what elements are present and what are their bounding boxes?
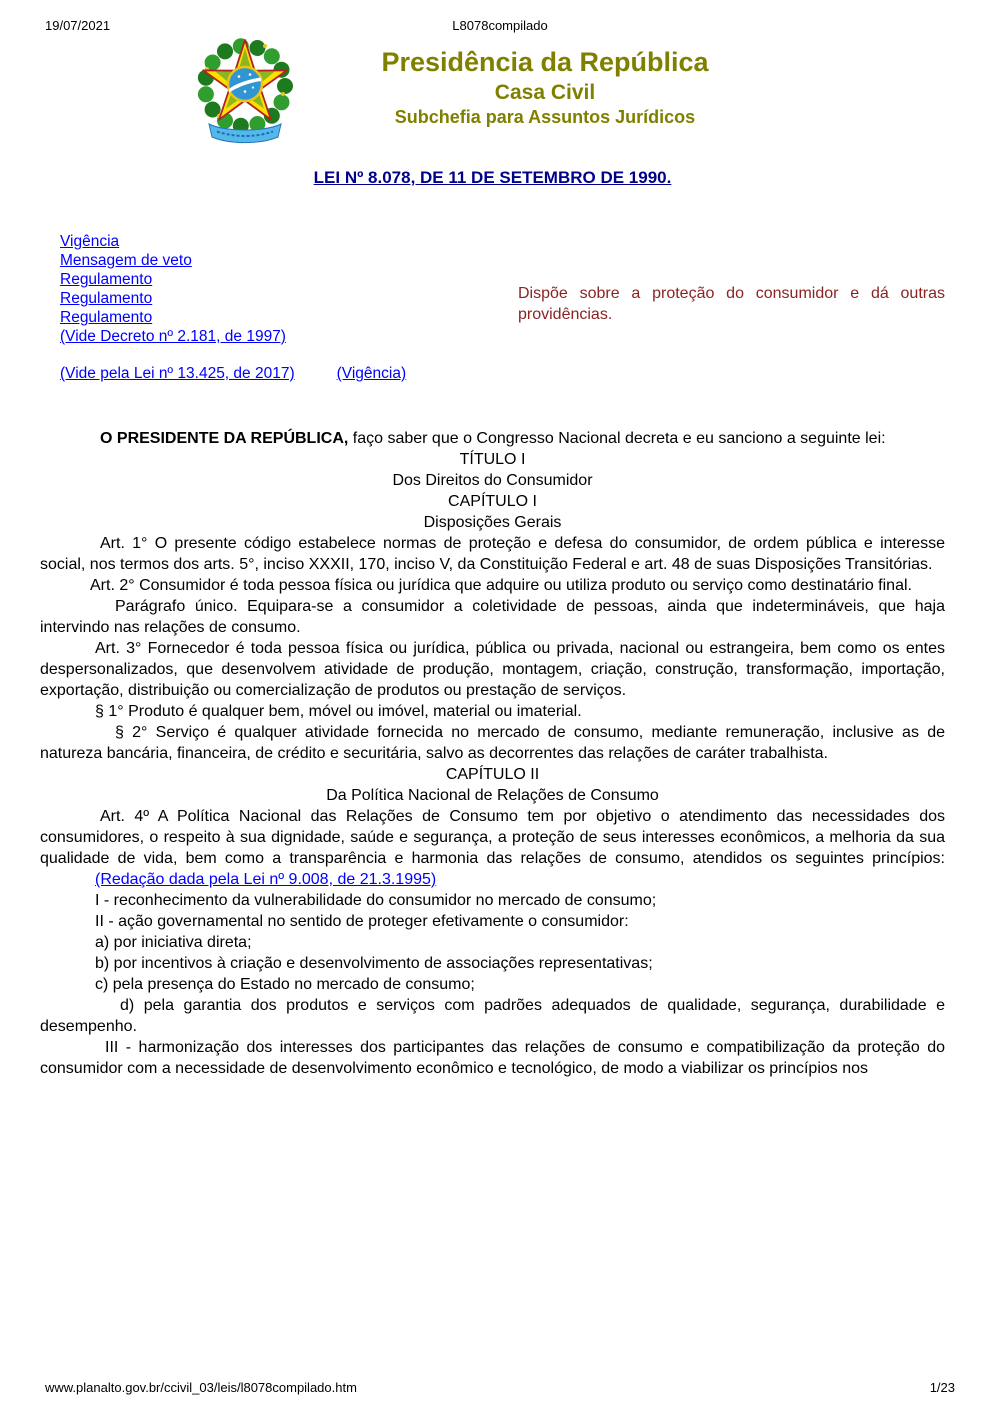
art-3-paragraph: Art. 3° Fornecedor é toda pessoa física ou jurídica, pública ou privada, nacional ou estrangeira, bem como os entes despersonalizados, que desenvolvem atividade de produção, montagem, criação, construção, transformação, importação, exportação, distribuição ou comercialização de produtos ou prestação de serviços. xyxy=(40,640,945,699)
art-4-text: Art. 4º A Política Nacional das Relações de Consumo tem por objetivo o atendimento das necessidades dos consumidores, o respeito à sua dignidade, saúde e segurança, a proteção de seus interesses econômicos, a melhoria da sua qualidade de vida, bem como a transparência e harmonia das relações de consumo, atendidos os seguintes princípios: xyxy=(40,808,945,867)
link-regulamento-1[interactable]: Regulamento xyxy=(60,271,153,288)
titulo-i-label: TÍTULO I xyxy=(459,451,526,468)
subdept-title: Subchefia para Assuntos Jurídicos xyxy=(394,107,696,127)
print-date: 19/07/2021 xyxy=(45,18,111,33)
masthead-titles xyxy=(295,34,795,146)
vide-line xyxy=(40,365,945,383)
item-d-paragraph: d) pela garantia dos produtos e serviços com padrões adequados de qualidade, segurança, durabilidade e desempenho. xyxy=(40,997,945,1035)
link-vide-lei-13425[interactable]: (Vide pela Lei nº 13.425, de 2017) xyxy=(60,365,295,382)
link-redacao-lei-9008[interactable]: (Redação dada pela Lei nº 9.008, de 21.3.1995) xyxy=(95,871,437,888)
item-ii-paragraph: II - ação governamental no sentido de proteger efetivamente o consumidor: xyxy=(95,913,629,930)
link-regulamento-2[interactable]: Regulamento xyxy=(60,290,153,307)
capitulo-i-label: CAPÍTULO I xyxy=(448,493,537,510)
footer-url: www.planalto.gov.br/ccivil_03/leis/l8078compilado.htm xyxy=(45,1380,357,1395)
brazil-coat-of-arms-icon xyxy=(195,34,295,146)
art-4-paragraph xyxy=(40,806,945,890)
item-b-paragraph: b) por incentivos à criação e desenvolvimento de associações representativas; xyxy=(95,955,653,972)
item-a-paragraph: a) por iniciativa direta; xyxy=(95,934,252,951)
link-vigencia[interactable]: Vigência xyxy=(60,233,120,250)
print-doc-name: L8078compilado xyxy=(452,18,548,33)
capitulo-i-heading xyxy=(40,491,945,533)
org-title: Presidência da República xyxy=(381,47,709,77)
law-title-link[interactable]: LEI Nº 8.078, DE 11 DE SETEMBRO DE 1990. xyxy=(313,168,672,187)
item-c-paragraph: c) pela presença do Estado no mercado de consumo; xyxy=(95,976,475,993)
footer-page-number: 1/23 xyxy=(929,1380,955,1395)
item-iii-paragraph: III - harmonização dos interesses dos participantes das relações de consumo e compatibilização da proteção do consumidor com a necessidade de desenvolvimento econômico e tecnológico, de modo a viabilizar os princípios nos xyxy=(40,1039,945,1077)
print-header xyxy=(45,18,955,34)
item-i-paragraph: I - reconhecimento da vulnerabilidade do consumidor no mercado de consumo; xyxy=(95,892,657,909)
preamble-paragraph xyxy=(40,428,945,449)
capitulo-ii-heading xyxy=(40,764,945,806)
masthead xyxy=(195,34,945,146)
link-regulamento-3[interactable]: Regulamento xyxy=(60,309,153,326)
paragrafo-unico: Parágrafo único. Equipara-se a consumidor a coletividade de pessoas, ainda que indetermináveis, que haja intervindo nas relações de consumo. xyxy=(40,598,945,636)
art-1-paragraph: Art. 1° O presente código estabelece normas de proteção e defesa do consumidor, de ordem pública e interesse social, nos termos dos arts. 5°, inciso XXXII, 170, inciso V, da Constituição Federal e art. 48 de suas Disposições Transitórias. xyxy=(40,535,945,573)
titulo-i-heading xyxy=(40,449,945,491)
link-vigencia-2[interactable]: (Vigência) xyxy=(336,365,407,382)
link-vide-decreto[interactable]: (Vide Decreto nº 2.181, de 1997) xyxy=(60,328,286,345)
ementa-text: Dispõe sobre a proteção do consumidor e dá outras providências. xyxy=(518,285,945,323)
titulo-i-subtitle: Dos Direitos do Consumidor xyxy=(392,472,593,489)
law-text xyxy=(40,428,945,1079)
side-links xyxy=(40,232,286,346)
preamble-bold: O PRESIDENTE DA REPÚBLICA, xyxy=(100,430,349,447)
art-2-paragraph: Art. 2° Consumidor é toda pessoa física ou jurídica que adquire ou utiliza produto ou serviço como destinatário final. xyxy=(90,577,912,594)
capitulo-ii-subtitle: Da Política Nacional de Relações de Consumo xyxy=(326,787,659,804)
dept-title: Casa Civil xyxy=(494,80,596,104)
par-1-paragraph: § 1° Produto é qualquer bem, móvel ou imóvel, material ou imaterial. xyxy=(95,703,582,720)
capitulo-ii-label: CAPÍTULO II xyxy=(445,766,540,783)
print-footer xyxy=(45,1380,955,1395)
par-2-paragraph: § 2° Serviço é qualquer atividade fornecida no mercado de consumo, mediante remuneração, inclusive as de natureza bancária, financeira, de crédito e securitária, salvo as decorrentes das relações de caráter trabalhista. xyxy=(40,724,945,762)
links-and-ementa xyxy=(40,232,945,346)
law-title xyxy=(40,168,945,188)
capitulo-i-subtitle: Disposições Gerais xyxy=(423,514,562,531)
link-mensagem-de-veto[interactable]: Mensagem de veto xyxy=(60,252,192,269)
preamble-rest: faço saber que o Congresso Nacional decreta e eu sanciono a seguinte lei: xyxy=(348,430,886,447)
